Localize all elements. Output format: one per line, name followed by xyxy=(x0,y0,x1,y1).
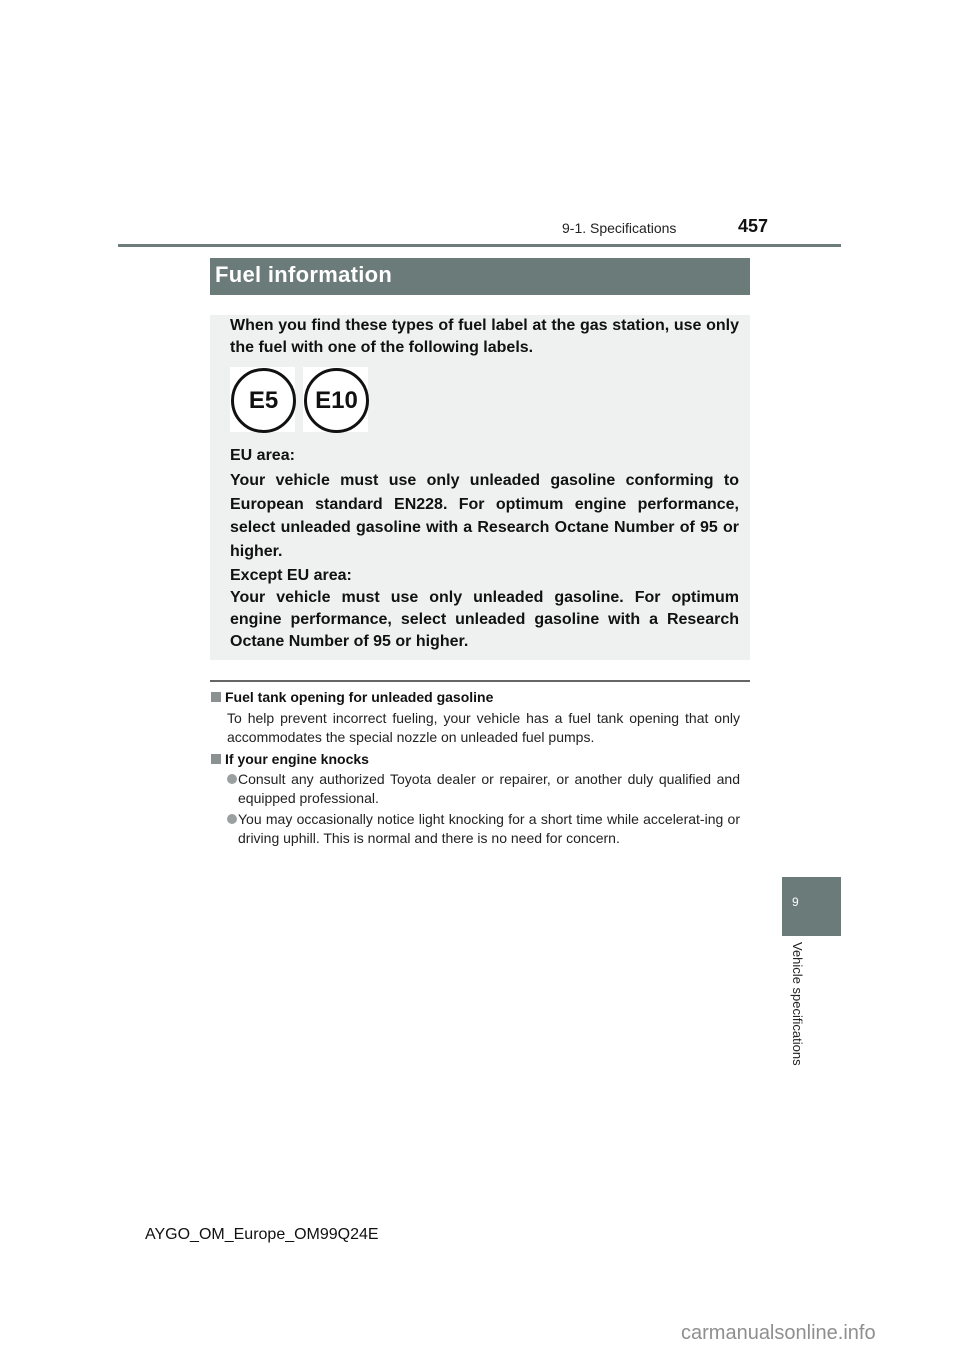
eu-area-heading: EU area: xyxy=(230,447,295,464)
intro-text: When you find these types of fuel label at the gas station, use only the fuel with one of the following labels. xyxy=(230,317,739,356)
page-title-bar xyxy=(210,258,750,295)
eu-area-text: Your vehicle must use only unleaded gasoline conforming to European standard EN228. For optimum engine performance, select unleaded gasoline with a Research Octane Number of 95 or higher. xyxy=(230,472,739,560)
circle-bullet-icon xyxy=(227,774,237,784)
section-heading-engine-knocks: If your engine knocks xyxy=(211,751,369,767)
chapter-number: 9 xyxy=(792,895,799,909)
square-bullet-icon xyxy=(211,754,221,764)
fuel-label-circle-icon: E10 xyxy=(304,368,369,433)
fuel-label-e10 xyxy=(303,367,368,432)
fuel-info-box xyxy=(210,315,750,660)
fuel-label-e5 xyxy=(230,367,295,432)
fuel-label-circle-icon: E5 xyxy=(231,368,296,433)
section-divider xyxy=(210,680,750,682)
square-bullet-icon xyxy=(211,692,221,702)
document-id: AYGO_OM_Europe_OM99Q24E xyxy=(145,1226,379,1243)
section-body-fuel-tank: To help prevent incorrect fueling, your vehicle has a fuel tank opening that only accommodates the special nozzle on unleaded fuel pumps. xyxy=(227,710,740,745)
header-rule xyxy=(118,244,841,247)
list-item: You may occasionally notice light knocking for a short time while accelerat-ing or driving uphill. This is normal and there is no need for concern. xyxy=(227,810,740,848)
chapter-title: Vehicle specifications xyxy=(790,942,805,1066)
section-heading-fuel-tank: Fuel tank opening for unleaded gasoline xyxy=(211,689,493,705)
section-breadcrumb: 9-1. Specifications xyxy=(562,220,677,236)
non-eu-area-text: Your vehicle must use only unleaded gasoline. For optimum engine performance, select unleaded gasoline with a Research Octane Number of 95 or higher. xyxy=(230,589,739,650)
non-eu-area-heading: Except EU area: xyxy=(230,567,352,584)
chapter-tab xyxy=(782,877,841,936)
watermark: carmanualsonline.info xyxy=(681,1322,876,1344)
page-title: Fuel information xyxy=(215,262,393,287)
list-item: Consult any authorized Toyota dealer or repairer, or another duly qualified and equipped professional. xyxy=(227,770,740,808)
circle-bullet-icon xyxy=(227,814,237,824)
page-number: 457 xyxy=(738,216,769,236)
